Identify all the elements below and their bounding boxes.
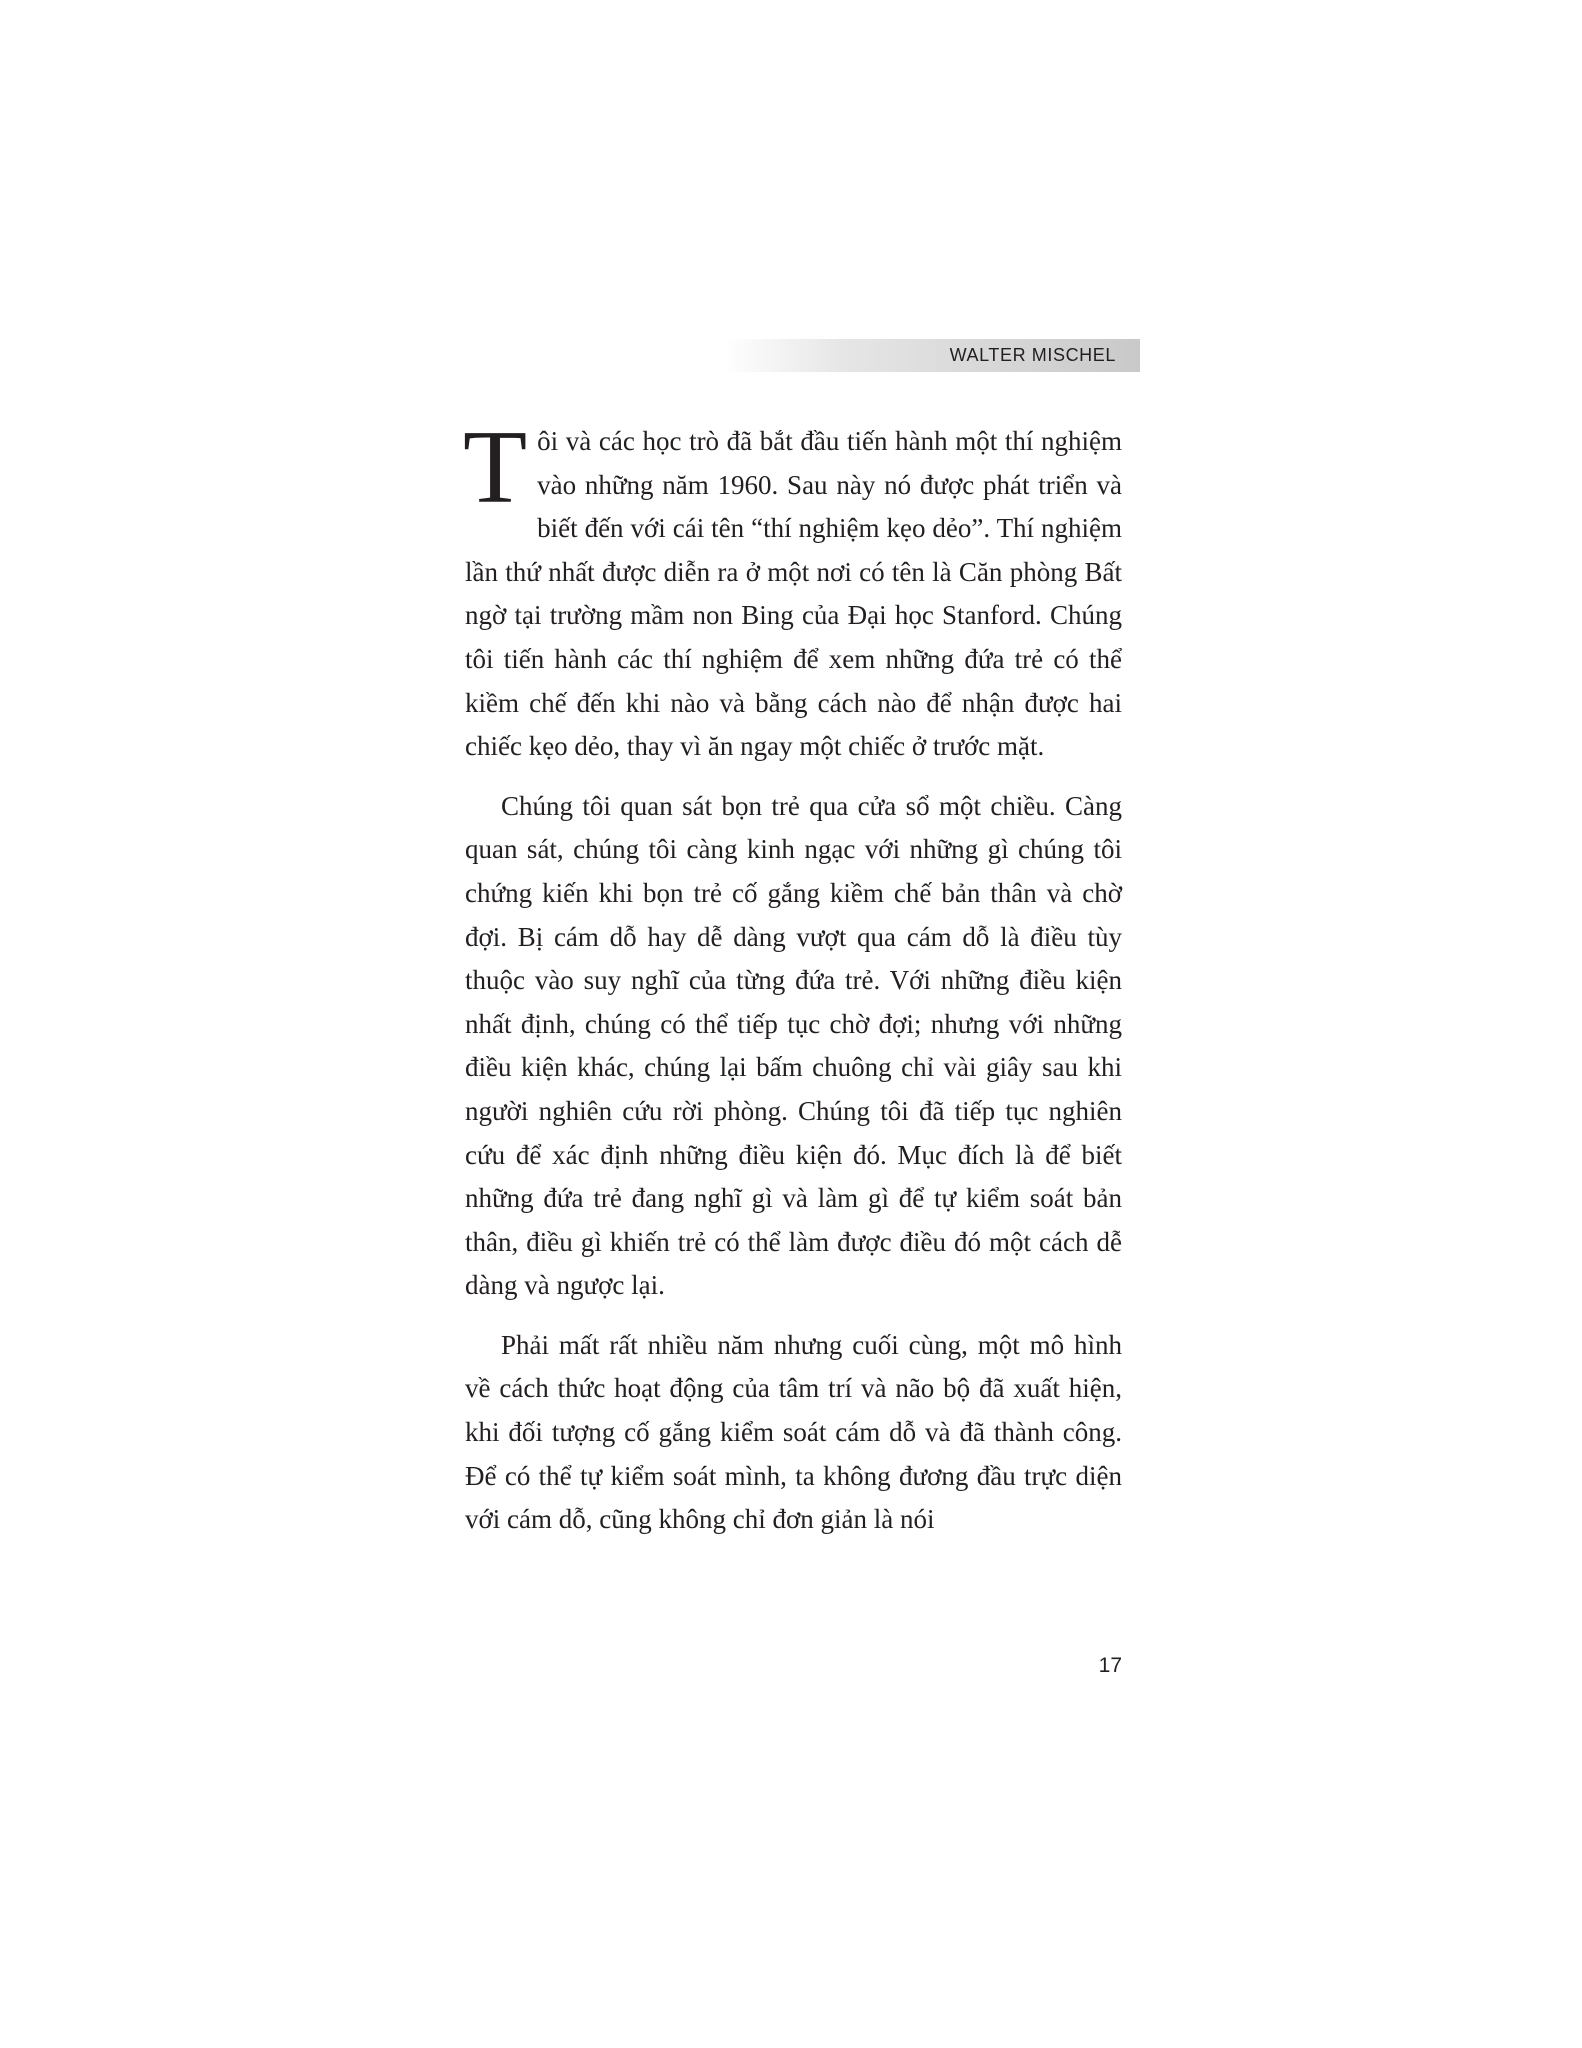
page-number: 17 [1098,1654,1122,1677]
body-text [463,408,1122,1558]
running-header-author: WALTER MISCHEL [949,345,1116,365]
running-header [725,339,1140,372]
paragraph-3: Phải mất rất nhiều năm nhưng cuối cùng, một mô hình về cách thức hoạt động của tâm trí và não bộ đã xuất hiện, khi đối tượng cố gắng kiểm soát cám dỗ và đã thành công. Để có thể tự kiểm soát mình, ta không đương đầu trực diện với cám dỗ, cũng không chỉ đơn giản là nói [465,1329,1122,1535]
drop-cap: T [463,408,528,525]
paragraph-1 [463,408,1122,769]
paragraph-1-text: ôi và các học trò đã bắt đầu tiến hành một thí nghiệm vào những năm 1960. Sau này nó được phát triển và biết đến với cái tên “thí nghiệm kẹo dẻo”. Thí nghiệm lần thứ nhất được diễn ra ở một nơi có tên là Căn phòng Bất ngờ tại trường mầm non Bing của Đại học Stanford. Chúng tôi tiến hành các thí nghiệm để xem những đứa trẻ có thể kiềm chế đến khi nào và bằng cách nào để nhận được hai chiếc kẹo dẻo, thay vì ăn ngay một chiếc ở trước mặt. [465,426,1122,762]
paragraph-2: Chúng tôi quan sát bọn trẻ qua cửa sổ một chiều. Càng quan sát, chúng tôi càng kinh ngạc với những gì chúng tôi chứng kiến khi bọn trẻ cố gắng kiềm chế bản thân và chờ đợi. Bị cám dỗ hay dễ dàng vượt qua cám dỗ là điều tùy thuộc vào suy nghĩ của từng đứa trẻ. Với những điều kiện nhất định, chúng có thể tiếp tục chờ đợi; nhưng với những điều kiện khác, chúng lại bấm chuông chỉ vài giây sau khi người nghiên cứu rời phòng. Chúng tôi đã tiếp tục nghiên cứu để xác định những điều kiện đó. Mục đích là để biết những đứa trẻ đang nghĩ gì và làm gì để tự kiểm soát bản thân, điều gì khiến trẻ có thể làm được điều đó một cách dễ dàng và ngược lại. [465,790,1122,1301]
